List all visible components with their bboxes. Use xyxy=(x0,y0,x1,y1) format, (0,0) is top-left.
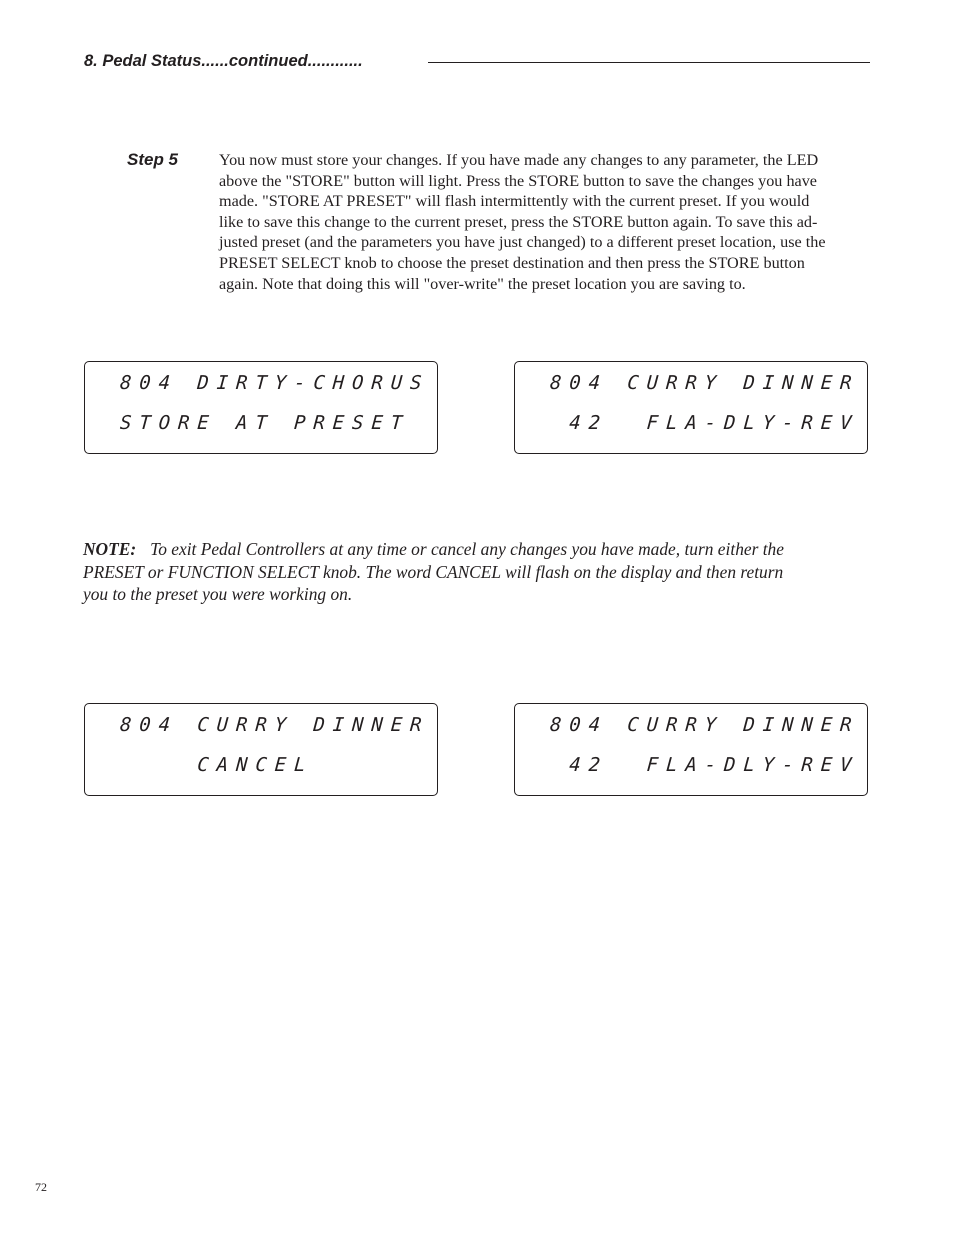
lcd-line-2: 42 FLA-DLY-REV xyxy=(549,754,861,776)
page-number: 72 xyxy=(35,1180,47,1194)
step-body-line: You now must store your changes. If you have made any changes to any parameter, the LED xyxy=(219,151,819,169)
note-line xyxy=(83,538,863,561)
note-label: NOTE: xyxy=(83,539,137,559)
step-body-line: like to save this change to the current preset, press the STORE button again. To save this ad- xyxy=(219,212,818,231)
lcd-line-1: 804 CURRY DINNER xyxy=(549,714,861,736)
lcd-line-1: 804 DIRTY-CHORUS xyxy=(119,372,431,394)
lcd-line-2: STORE AT PRESET xyxy=(119,412,411,434)
header-rule xyxy=(428,62,870,63)
note-line: you to the preset you were working on. xyxy=(83,584,353,604)
step-body-line: justed preset (and the parameters you have just changed) to a different preset location, use the xyxy=(219,233,826,252)
note-line: PRESET or FUNCTION SELECT knob. The word CANCEL will flash on the display and then return xyxy=(83,561,784,582)
lcd-line-2: 42 FLA-DLY-REV xyxy=(549,412,861,434)
lcd-display-cancel xyxy=(84,703,438,796)
step-label: Step 5 xyxy=(127,150,179,169)
lcd-display-return-preset xyxy=(514,703,868,796)
step-body-line: made. "STORE AT PRESET" will flash intermittently with the current preset. If you would xyxy=(219,192,810,211)
lcd-line-2: CANCEL xyxy=(119,754,315,776)
lcd-display-store-at-preset xyxy=(84,361,438,454)
step-body-line: above the "STORE" button will light. Press the STORE button to save the changes you have xyxy=(219,171,817,190)
step-body xyxy=(219,150,867,294)
note-paragraph xyxy=(83,538,863,606)
lcd-line-1: 804 CURRY DINNER xyxy=(549,372,861,394)
lcd-display-current-preset xyxy=(514,361,868,454)
note-text: To exit Pedal Controllers at any time or cancel any changes you have made, turn either the xyxy=(150,539,784,559)
step-body-line: PRESET SELECT knob to choose the preset destination and then press the STORE button xyxy=(219,253,805,272)
lcd-line-1: 804 CURRY DINNER xyxy=(119,714,431,736)
step-body-line: again. Note that doing this will "over-write" the preset location you are saving to. xyxy=(219,274,746,293)
section-title: 8. Pedal Status......continued............ xyxy=(84,52,363,70)
